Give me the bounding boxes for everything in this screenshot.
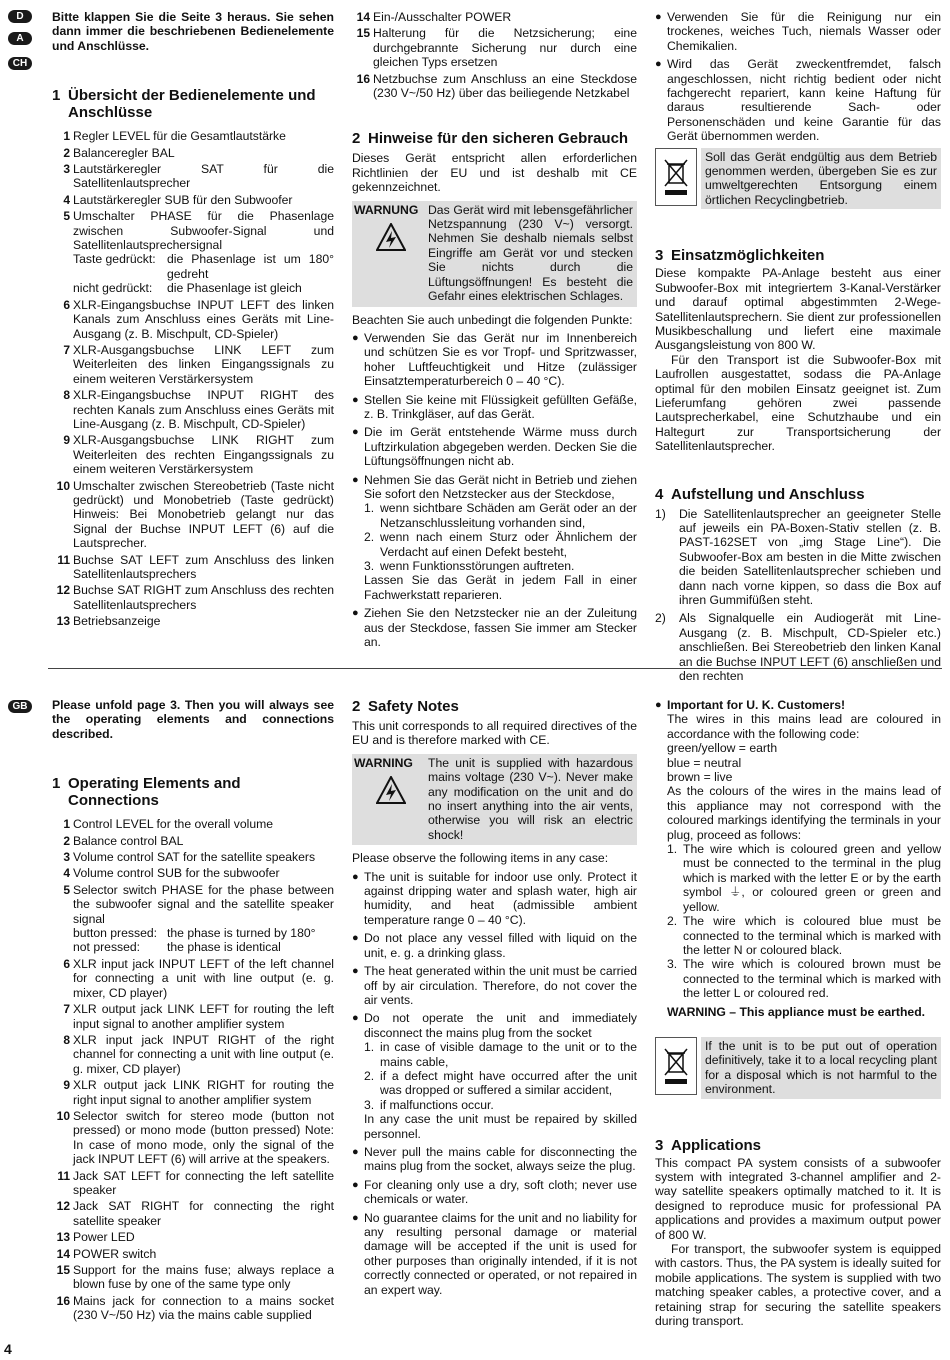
bullet-item: ● Do not place any vessel filled with liquid on the unit, e. g. a drinking glass. bbox=[352, 931, 637, 960]
de-section-4-heading: 4 Aufstellung und Anschluss bbox=[655, 485, 865, 503]
paragraph: For transport, the subwoofer system is equipped with castors. Thus, the PA system is ideally suited for mobile applications. The system is supplied with two matching speaker cables, a protective cover, and a retaining strap for securing the satellite speakers during transport. bbox=[655, 1242, 941, 1329]
de-section-3-heading: 3 Einsatzmöglichkeiten bbox=[655, 247, 825, 265]
warning-label: WARNING bbox=[354, 755, 413, 770]
language-badge-at: A bbox=[8, 32, 32, 45]
page-number: 4 bbox=[4, 1341, 12, 1357]
en-section-1-heading: 1 Operating Elements and Connections bbox=[52, 775, 241, 810]
de-lead-text: Bitte klappen Sie die Seite 3 heraus. Sie sehen dann immer die beschriebenen Bedienelemente und Anschlüsse. bbox=[52, 10, 334, 53]
language-badge-de: D bbox=[8, 10, 32, 23]
en-column-1 bbox=[52, 698, 334, 1325]
en-lead-text: Please unfold page 3. Then you will always see the operating elements and connections described. bbox=[52, 698, 334, 741]
crossed-bin-icon bbox=[655, 148, 697, 206]
en-ce-intro: This unit corresponds to all required directives of the EU and is therefore marked with CE. bbox=[352, 719, 637, 748]
language-badge-ch: CH bbox=[8, 57, 32, 70]
de-section-1-heading bbox=[52, 87, 334, 121]
list-item: 13 Betriebsanzeige bbox=[56, 614, 161, 629]
en-section-2-heading: 2 Safety Notes bbox=[352, 698, 459, 715]
high-voltage-warning-icon bbox=[376, 223, 406, 251]
en-recycling-note: If the unit is to be put out of operation definitively, take it to a local recycling plant for a disposal which is not harmful to the environment. bbox=[655, 1037, 941, 1099]
list-item: 10 Selector switch for stereo mode (button not pressed) or mono mode (button pressed) Note: In case of mono mode, only the signal of the jack INPUT LEFT (6) will arrive at the speakers. bbox=[56, 1108, 334, 1167]
list-item: 2 Balance control BAL bbox=[63, 833, 184, 848]
warning-text: The unit is supplied with hazardous mains voltage (230 V~). Never make any modification on the unit and do no insert anything into the air vents, otherwise you will risk an electric shock! bbox=[428, 755, 633, 842]
bullet-item: ● Verwenden Sie für die Reinigung nur ein trockenes, weiches Tuch, niemals Wasser oder Chemikalien. bbox=[655, 10, 941, 53]
list-item: 10 Umschalter zwischen Stereobetrieb (Taste nicht gedrückt) und Monobetrieb (Taste gedrückt) Hinweis: Bei Monobetrieb gelangt nur das Signal der Buchse INPUT LEFT (6) auf die Lautsprecher. bbox=[56, 478, 334, 551]
list-item: 2 Balanceregler BAL bbox=[63, 145, 175, 160]
bullet-item: ● The heat generated within the unit must be carried off by air circulation. Therefore, do not cover the air vents. bbox=[352, 964, 637, 1007]
list-item: 3 Lautstärkeregler SAT für die Satellitenlautsprecher bbox=[63, 162, 334, 191]
list-item: 8 XLR input jack INPUT RIGHT of the right channel for connecting a unit with line output (e. g. mixer, CD player) bbox=[63, 1032, 334, 1076]
list-item: 3 Volume control SAT for the satellite speakers bbox=[63, 850, 316, 865]
list-item: 7 XLR output jack LINK LEFT for routing the left input signal to another amplifier system bbox=[63, 1002, 334, 1031]
list-item: 4 Lautstärkeregler SUB für den Subwoofer bbox=[63, 192, 293, 207]
language-badge-gb: GB bbox=[8, 700, 32, 713]
bullet-item: ● Stellen Sie keine mit Flüssigkeit gefüllten Gefäße, z. B. Trinkgläser, auf das Gerät. bbox=[352, 392, 637, 421]
crossed-bin-icon bbox=[655, 1037, 697, 1095]
list-item: 8 XLR-Eingangsbuchse INPUT RIGHT des rechten Kanals zum Anschluss eines Geräts mit Line-Ausgang (z. B. Mischpult, CD-Spieler) bbox=[63, 388, 334, 431]
warning-label: WARNUNG bbox=[354, 202, 419, 217]
bullet-item: ● Never pull the mains cable for disconnecting the mains plug from the socket, always seize the plug. bbox=[352, 1144, 637, 1174]
list-item: 12 Buchse SAT RIGHT zum Anschluss des rechten Satellitenlautsprechers bbox=[56, 583, 334, 612]
list-item: 1 Regler LEVEL für die Gesamtlautstärke bbox=[63, 129, 286, 144]
de-observe-text: Beachten Sie auch unbedingt die folgenden Punkte: bbox=[352, 312, 633, 327]
list-item: 5 Selector switch PHASE for the phase between the subwoofer signal and the satellite speaker signal button pressed: the phase is turned by 180° not pressed: the phase is identical bbox=[63, 882, 334, 955]
de-recycling-note: Soll das Gerät endgültig aus dem Betrieb genommen werden, übergeben Sie es zur umweltgerechten Entsorgung einem örtlichen Recyclingbetrieb. bbox=[655, 148, 941, 210]
list-item: 12 Jack SAT RIGHT for connecting the right satellite speaker bbox=[56, 1199, 334, 1228]
list-item: 9 XLR-Ausgangsbuchse LINK RIGHT zum Weiterleiten des rechten Eingangssignals zu einem weiteren Verstärkersystem bbox=[63, 433, 334, 477]
bullet-item: ● No guarantee claims for the unit and no liability for any resulting personal damage or material damage will be accepted if the unit is used for other purposes than originally intended, if it is not correctly connected or operated, or not repaired in an expert way. bbox=[352, 1210, 637, 1297]
list-item: 11 Jack SAT LEFT for connecting the left satellite speaker bbox=[57, 1168, 334, 1197]
list-item: 14 POWER switch bbox=[56, 1246, 157, 1261]
de-section-2-heading: 2 Hinweise für den sicheren Gebrauch bbox=[352, 130, 629, 148]
bullet-item: ● Die im Gerät entstehende Wärme muss durch Luftzirkulation abgegeben werden. Decken Sie die Lüftungsöffnungen nicht ab. bbox=[352, 425, 637, 469]
phase-table-row: nicht gedrückt: die Phasenlage ist gleich bbox=[73, 281, 302, 296]
bullet-item: ● Nehmen Sie das Gerät nicht in Betrieb und ziehen Sie sofort den Netzstecker aus der Steckdose, 1. wenn sichtbare Schäden am Gerät oder an der Netzanschlussleitung vorhanden sind, 2. wenn nach einem Sturz oder Ähnlichem der Verdacht auf einen Defekt besteht, 3. wenn Funktionsstörungen auftreten. Lassen Sie das Gerät in jedem Fall in einer Fachwerkstatt reparieren. bbox=[352, 472, 637, 602]
en-column-2 bbox=[352, 698, 637, 1297]
list-item: 4 Volume control SUB for the subwoofer bbox=[63, 866, 280, 881]
section-title: Übersicht der Bedienelemente und Anschlüsse bbox=[68, 87, 316, 122]
en-element-list bbox=[52, 817, 334, 1322]
phase-table-row: button pressed: the phase is turned by 180° bbox=[73, 926, 316, 941]
de-element-list-cont bbox=[352, 10, 637, 100]
list-item: 6 XLR input jack INPUT LEFT of the left channel for connecting a unit with line output (e. g. mixer, CD player) bbox=[63, 956, 334, 1000]
numbered-step: 1) Die Satellitenlautsprecher an geeigneter Stelle auf jeweils ein PA-Boxen-Stativ stellen (z. B. PAST-162SET von „img Stage Line“). Die Subwoofer-Box am besten in die Mitte zwischen die beiden Satellitenlautsprecher schieben und dann nach vorne kippen, so dass die Box auf ihren Gummifüßen steht. bbox=[655, 506, 941, 607]
en-column-3 bbox=[655, 698, 941, 1328]
bullet-item: ● For cleaning only use a dry, soft cloth; never use chemicals or water. bbox=[352, 1177, 637, 1207]
phase-table-row: Taste gedrückt: die Phasenlage ist um 180° gedreht bbox=[73, 252, 334, 281]
list-item: 16 Mains jack for connection to a mains socket (230 V~/50 Hz) via the mains cable supplied bbox=[56, 1293, 334, 1323]
paragraph: Diese kompakte PA-Anlage besteht aus einer Subwoofer-Box mit integriertem 3-Kanal-Verstärker und darauf optimal abgestimmten 2-Wege-Satellitenlautsprechern. Sie dient zur professionellen Musikbeschallung und liefert eine maximale Ausgangsleistung von 800 W. bbox=[655, 266, 941, 353]
list-item: 7 XLR-Ausgangsbuchse LINK LEFT zum Weiterleiten des linken Eingangssignals zu einem weiteren Verstärkersystem bbox=[63, 342, 334, 386]
bullet-item: ● Wird das Gerät zweckentfremdet, falsch angeschlossen, nicht richtig bedient oder nicht fachgerecht repariert, kann keine Haftung für daraus resultierende Sach- oder Personenschäden und keine Garantie für das Gerät übernommen werden. bbox=[655, 57, 941, 144]
list-item: 6 XLR-Eingangsbuchse INPUT LEFT des linken Kanals zum Anschluss eines Geräts mit Line-Ausgang (z. B. Mischpult, CD-Spieler) bbox=[63, 297, 334, 341]
list-item: 9 XLR output jack LINK RIGHT for routing the right input signal to another amplifier system bbox=[63, 1078, 334, 1107]
warning-text: Das Gerät wird mit lebensgefährlicher Netzspannung (230 V~) versorgt. Nehmen Sie deshalb niemals selbst Eingriffe am Gerät vor und stecken Sie nichts durch die Lüftungsöffnungen! Es besteht die Gefahr eines elektrischen Schlages. bbox=[428, 202, 633, 304]
paragraph: This compact PA system consists of a subwoofer system with integrated 3-channel amplifier and 2-way satellite speakers optimally matched to it. It is designed to reproduce music for professional PA applications and provides a maximum output power of 800 W. bbox=[655, 1155, 941, 1242]
de-column-3 bbox=[655, 10, 941, 683]
bullet-item: ● Verwenden Sie das Gerät nur im Innenbereich und schützen Sie es vor Tropf- und Spritzwasser, hoher Luftfeuchtigkeit und Hitze (zulässiger Einsatztemperaturbereich 0 – 40 °C). bbox=[352, 330, 637, 389]
list-item: 14 Ein-/Ausschalter POWER bbox=[356, 10, 512, 24]
en-section-3-heading: 3 Applications bbox=[655, 1136, 762, 1154]
phase-table-row: not pressed: the phase is identical bbox=[73, 940, 281, 955]
de-column-1 bbox=[52, 10, 334, 631]
list-item: 11 Buchse SAT LEFT zum Anschluss des linken Satellitenlautsprechers bbox=[57, 552, 334, 581]
section-divider bbox=[48, 668, 942, 669]
list-item: 13 Power LED bbox=[56, 1230, 135, 1245]
de-column-2 bbox=[352, 10, 637, 649]
list-item: 15 Support for the mains fuse; always replace a blown fuse by one of the same type only bbox=[56, 1263, 334, 1292]
uk-customers-note: ● Important for U. K. Customers! The wires in this mains lead are coloured in accordance with the following code: green/yellow = earth blue = neutral brown = live As the colours of the wires in the mains lead of this appliance may not correspond with the coloured markings identifying the terminals in your plug, proceed as follows: 1. The wire which is coloured green and yellow must be connected to the terminal in the plug which is marked with the letter E or by the earth symbol ⏚, or coloured green or green and yellow. 2. The wire which is coloured blue must be connected to the terminal which is marked with the letter N or coloured black. 3. The wire which is coloured brown must be connected to the terminal which is marked with the letter L or coloured red. WARNING – This appliance must be earthed. bbox=[655, 698, 941, 1019]
de-element-list bbox=[52, 129, 334, 628]
numbered-step: 2) Als Signalquelle ein Audiogerät mit Line-Ausgang (z. B. Mischpult, CD-Spieler etc.) anschließen. Bei Stereobetrieb den linken Kanal an die Buchse INPUT LEFT (6) anschließen und den rechten bbox=[655, 611, 941, 684]
de-warning-box bbox=[352, 201, 637, 307]
en-warning-box bbox=[352, 754, 637, 845]
list-item: 1 Control LEVEL for the overall volume bbox=[63, 817, 274, 832]
en-observe-text: Please observe the following items in any case: bbox=[352, 851, 609, 866]
de-ce-intro: Dieses Gerät entspricht allen erforderlichen Richtlinien der EU und ist deshalb mit CE gekennzeichnet. bbox=[352, 151, 637, 195]
section-number: 1 bbox=[52, 87, 61, 105]
list-item: 16 Netzbuchse zum Anschluss an eine Steckdose (230 V~/50 Hz) über das beiliegende Netzkabel bbox=[356, 71, 637, 101]
bullet-item: ● Ziehen Sie den Netzstecker nie an der Zuleitung aus der Steckdose, fassen Sie immer am Stecker an. bbox=[352, 606, 637, 650]
list-item: 5 Umschalter PHASE für die Phasenlage zwischen Subwoofer-Signal und Satellitenlautsprechersignal Taste gedrückt: die Phasenlage ist um 180° gedreht nicht gedrückt: die Phasenlage ist gleich bbox=[63, 209, 334, 296]
bullet-item: ● The unit is suitable for indoor use only. Protect it against dripping water and splash water, high air humidity, and heat (admissible ambient temperature range 0 – 40 °C). bbox=[352, 869, 637, 927]
paragraph: Für den Transport ist die Subwoofer-Box mit Laufrollen ausgestattet, sodass die PA-Anlage optimal für den mobilen Einsatz geeignet ist. Zum Lieferumfang gehören zwei passende Lautsprecherkabel, eine Schutzhaube und ein Haltegurt zur Transportsicherung der Satellitenlautsprecher. bbox=[655, 352, 941, 454]
list-item: 15 Halterung für die Netzsicherung; eine durchgebrannte Sicherung nur durch eine gleichen Typs ersetzen bbox=[356, 26, 637, 70]
high-voltage-warning-icon bbox=[376, 776, 406, 804]
bullet-item: ● Do not operate the unit and immediately disconnect the mains plug from the socket 1. in case of visible damage to the unit or to the mains cable, 2. if a defect might have occurred after the unit was dropped or suffered a similar accident, 3. if malfunctions occur. In any case the unit must be repaired by skilled personnel. bbox=[352, 1011, 637, 1141]
